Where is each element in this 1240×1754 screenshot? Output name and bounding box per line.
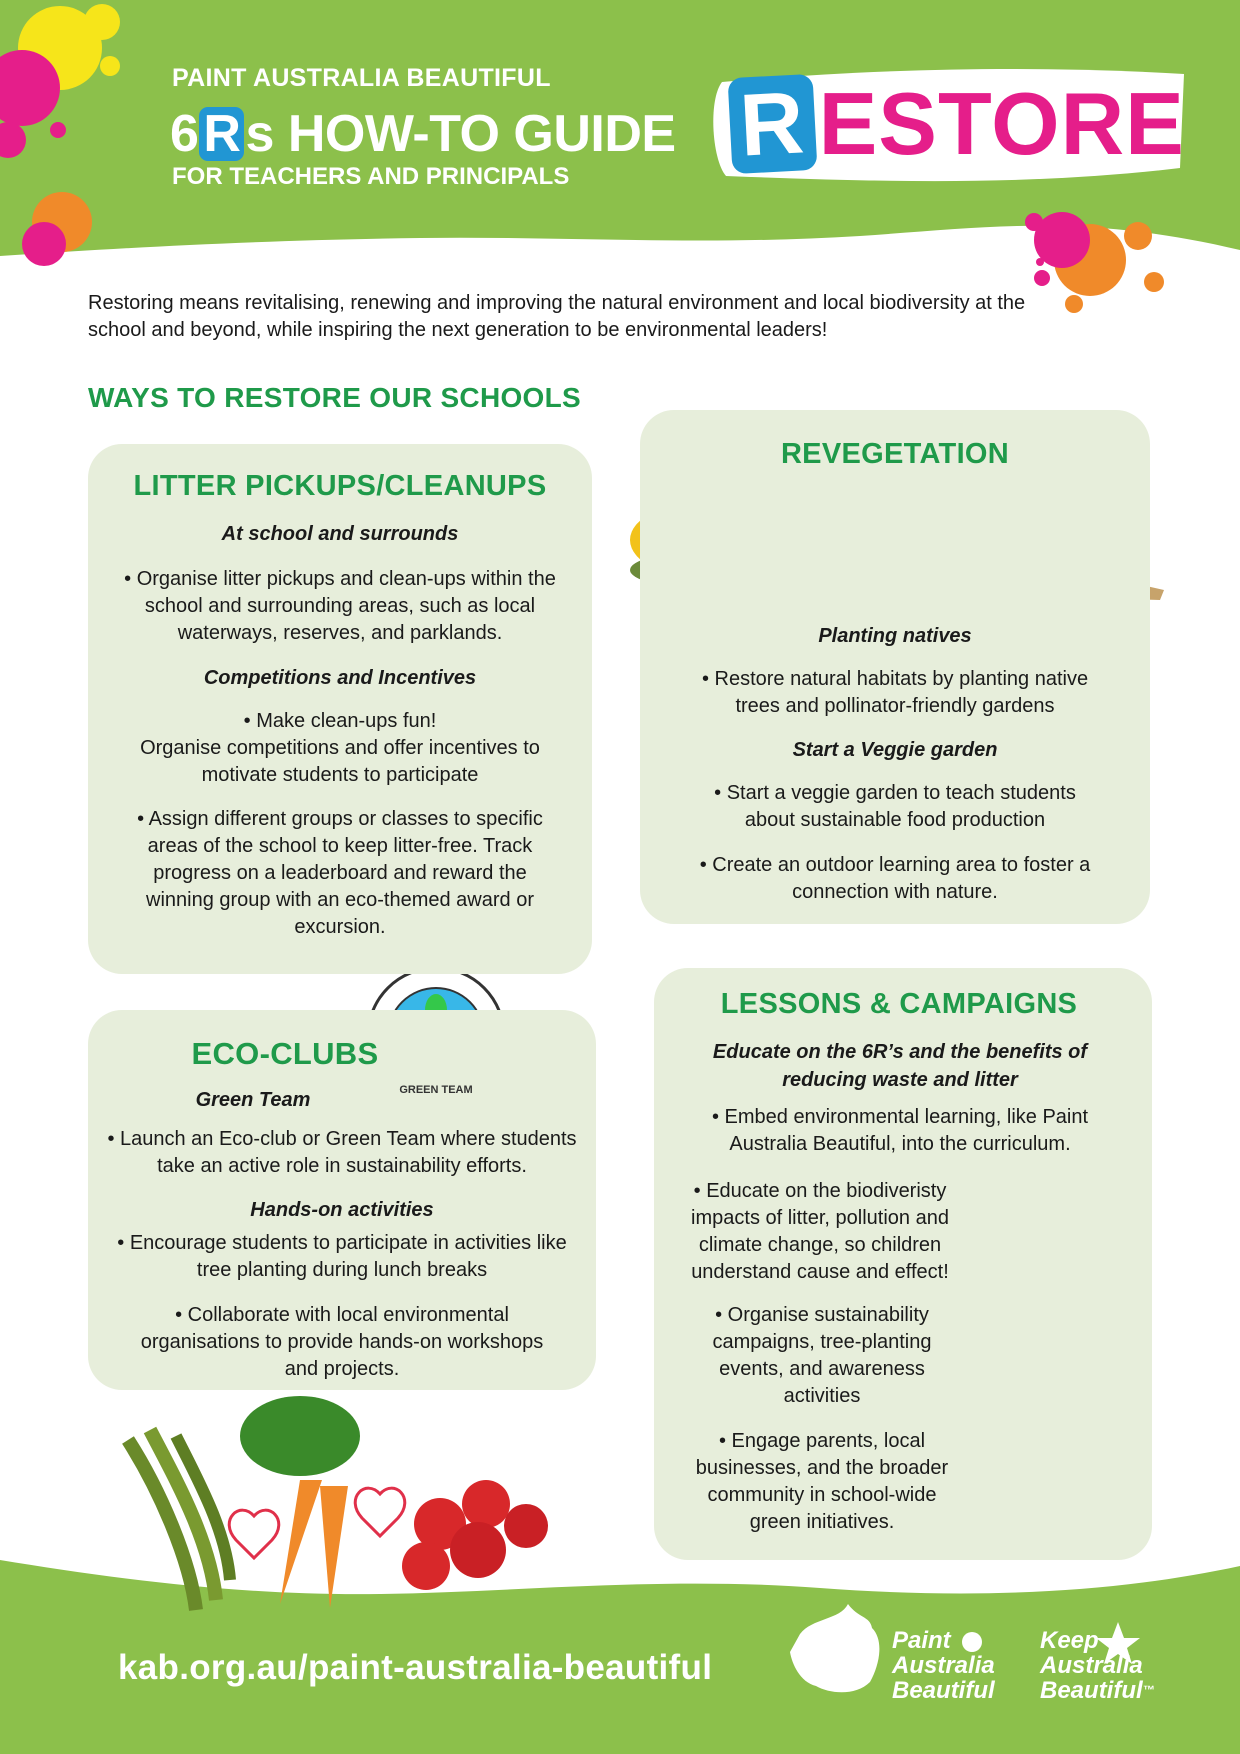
theme-title-rest: ESTORE	[818, 74, 1185, 173]
eco-sub2: Hands-on activities	[250, 1199, 434, 1221]
litter-bullet1: • Organise litter pickups and clean-ups within the school and surrounding areas, such as local waterways, reserves, and parklands.	[124, 568, 556, 644]
lessons-bullet3: • Organise sustainability campaigns, tree-planting events, and awareness activities	[712, 1304, 932, 1407]
reveg-sub1: Planting natives	[818, 625, 972, 647]
eco-bullet3: • Collaborate with local environmental organisations to provide hands-on workshops and projects.	[140, 1304, 544, 1380]
theme-title-r: R	[728, 74, 817, 174]
keep-australia-logo	[1040, 1628, 1155, 1703]
reveg-bullet1: • Restore natural habitats by planting native trees and pollinator-friendly gardens	[701, 668, 1089, 717]
guide-title-rest: HOW-TO GUIDE	[273, 105, 676, 163]
theme-title	[730, 72, 1185, 175]
litter-bullet2-line1: • Make clean-ups fun!	[243, 710, 437, 732]
eco-bullet2: • Encourage students to participate in activities like tree planting during lunch breaks	[117, 1232, 567, 1281]
logo1-line1: Paint	[892, 1627, 951, 1654]
logo2-line1: Keep	[1040, 1627, 1099, 1654]
litter-title: LITTER PICKUPS/CLEANUPS	[133, 470, 547, 502]
intro-paragraph: Restoring means revitalising, renewing and improving the natural environment and local biodiversity at the school and beyond, while inspiring the next generation to be environmental leaders!	[88, 292, 1026, 341]
guide-title	[170, 104, 676, 164]
guide-title-6: 6	[170, 105, 199, 163]
reveg-bullet2: • Start a veggie garden to teach students about sustainable food production	[714, 782, 1076, 831]
reveg-bullet3: • Create an outdoor learning area to foster a connection with nature.	[699, 854, 1091, 903]
logo2-line2: Australia	[1040, 1652, 1143, 1679]
section-heading: WAYS TO RESTORE OUR SCHOOLS	[88, 382, 582, 413]
litter-bullet2-line2: Organise competitions and offer incentives to motivate students to participate	[140, 737, 540, 786]
lessons-bullet1: • Embed environmental learning, like Paint Australia Beautiful, into the curriculum.	[711, 1106, 1089, 1155]
litter-sub1: At school and surrounds	[221, 523, 459, 545]
eco-bullet1: • Launch an Eco-club or Green Team where students take an active role in sustainability efforts.	[107, 1128, 577, 1177]
paint-australia-logo	[892, 1628, 995, 1703]
litter-sub2: Competitions and Incentives	[203, 667, 477, 689]
reveg-sub2: Start a Veggie garden	[792, 739, 998, 761]
veggies-illustration	[128, 1396, 548, 1610]
lessons-title: LESSONS & CAMPAIGNS	[720, 988, 1078, 1020]
lessons-bullet4: • Engage parents, local businesses, and the broader community in school-wide green initiatives.	[695, 1430, 949, 1533]
trademark-symbol: ™	[1142, 1683, 1155, 1697]
website-link[interactable]: kab.org.au/paint-australia-beautiful	[118, 1648, 713, 1687]
eco-sub1: Green Team	[195, 1089, 311, 1111]
litter-bullet3: • Assign different groups or classes to specific areas of the school to keep litter-free. Track progress on a leaderboard and reward the winning group with an eco-themed award or excursion.	[137, 808, 543, 938]
audience-line: FOR TEACHERS AND PRINCIPALS	[172, 163, 570, 190]
lessons-sub1: Educate on the 6R’s and the benefits of reducing waste and litter	[712, 1041, 1088, 1091]
logo1-line3: Beautiful	[892, 1677, 995, 1704]
logo1-line2: Australia	[892, 1652, 995, 1679]
lessons-bullet2: • Educate on the biodiveristy impacts of litter, pollution and climate change, so children understand cause and effect!	[691, 1180, 949, 1283]
badge-label: GREEN TEAM	[399, 1084, 473, 1096]
logo2-line3: Beautiful	[1040, 1677, 1143, 1704]
revegetation-title: REVEGETATION	[780, 438, 1010, 470]
org-name: PAINT AUSTRALIA BEAUTIFUL	[172, 64, 551, 92]
guide-title-r: R	[199, 107, 244, 161]
eco-clubs-title: ECO-CLUBS	[191, 1036, 379, 1071]
guide-title-s: s	[245, 105, 274, 163]
